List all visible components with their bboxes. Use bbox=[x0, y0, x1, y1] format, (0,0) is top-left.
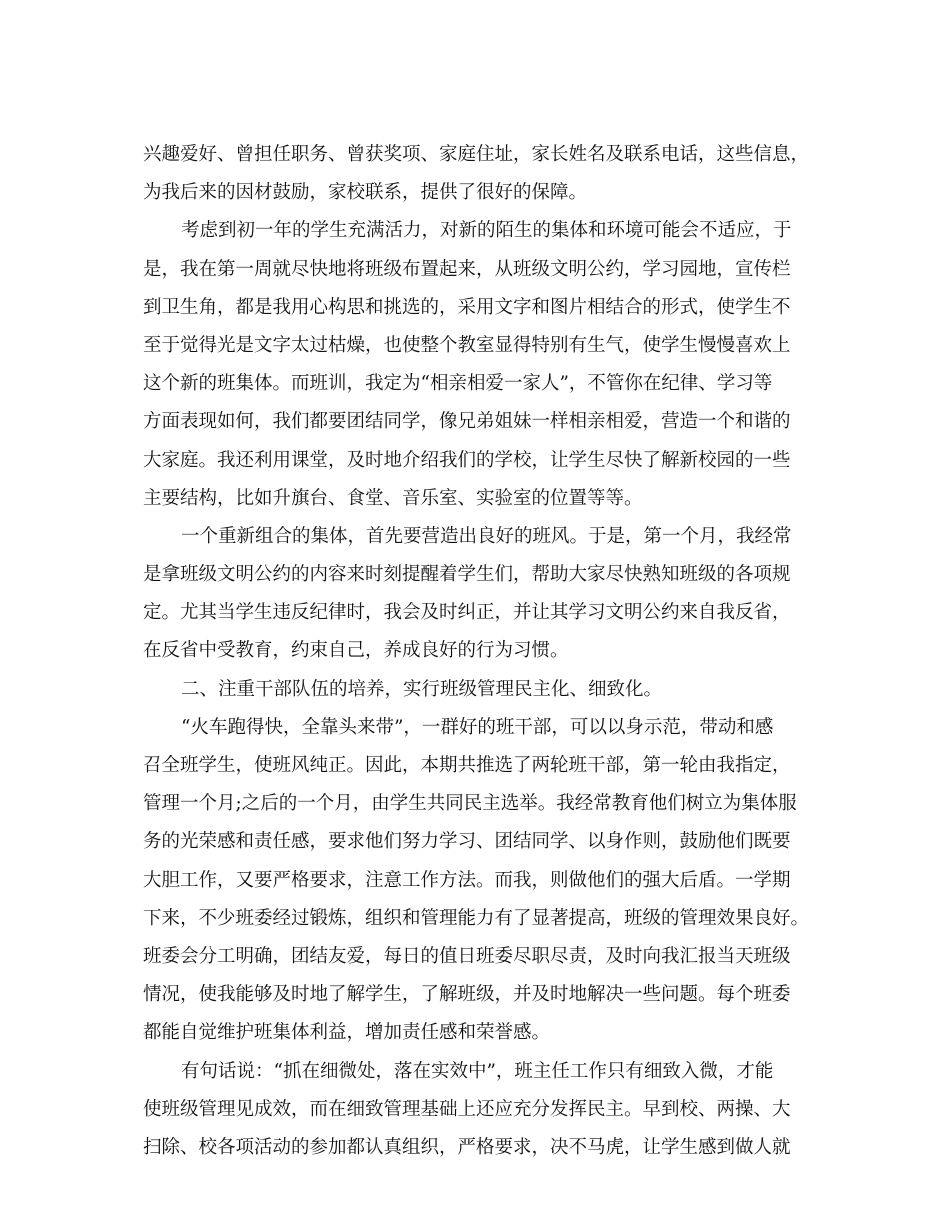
text-line: 都能自觉维护班集体利益，增加责任感和荣誉感。 bbox=[143, 1022, 551, 1044]
text-line: 在反省中受教育，约束自己，养成良好的行为习惯。 bbox=[143, 640, 569, 662]
text-line: 考虑到初一年的学生充满活力，对新的陌生的集体和环境可能会不适应，于 bbox=[181, 220, 792, 242]
text-line: 方面表现如何，我们都要团结同学，像兄弟姐妹一样相亲相爱，营造一个和谐的 bbox=[143, 411, 791, 433]
text-line: 班委会分工明确，团结友爱，每日的值日班委尽职尽责，及时向我汇报当天班级 bbox=[143, 945, 791, 967]
text-line: 是，我在第一周就尽快地将班级布置起来，从班级文明公约，学习园地，宣传栏 bbox=[143, 258, 791, 280]
text-line: 二、注重干部队伍的培养，实行班级管理民主化、细致化。 bbox=[181, 678, 663, 700]
text-line: 这个新的班集体。而班训，我定为“相亲相爱一家人”，不管你在纪律、学习等 bbox=[143, 373, 773, 395]
text-line: 至于觉得光是文字太过枯燥，也使整个教室显得特别有生气，使学生慢慢喜欢上 bbox=[143, 334, 791, 356]
text-line: 为我后来的因材鼓励，家校联系，提供了很好的保障。 bbox=[143, 182, 588, 204]
text-line: 管理一个月;之后的一个月，由学生共同民主选举。我经常教育他们树立为集体服 bbox=[143, 793, 797, 815]
text-line: 主要结构，比如升旗台、食堂、音乐室、实验室的位置等等。 bbox=[143, 487, 643, 509]
text-line: “火车跑得快，全靠头来带”，一群好的班干部，可以以身示范，带动和感 bbox=[181, 716, 774, 738]
text-line: 兴趣爱好、曾担任职务、曾获奖项、家庭住址，家长姓名及联系电话，这些信息， bbox=[143, 144, 810, 165]
text-line: 情况，使我能够及时地了解学生，了解班级，并及时地解决一些问题。每个班委 bbox=[143, 984, 791, 1006]
text-line: 扫除、校各项活动的参加都认真组织，严格要求，决不马虎，让学生感到做人就 bbox=[143, 1136, 791, 1158]
text-line: 召全班学生，使班风纯正。因此，本期共推选了两轮班干部，第一轮由我指定， bbox=[143, 755, 791, 776]
text-line: 一个重新组合的集体，首先要营造出良好的班风。于是，第一个月，我经常 bbox=[181, 525, 792, 547]
text-line: 定。尤其当学生违反纪律时，我会及时纠正，并让其学习文明公约来自我反省， bbox=[143, 602, 791, 624]
text-line: 下来，不少班委经过锻炼，组织和管理能力有了显著提高，班级的管理效果良好。 bbox=[143, 907, 810, 929]
text-line: 到卫生角，都是我用心构思和挑选的，采用文字和图片相结合的形式，使学生不 bbox=[143, 296, 791, 318]
text-line: 是拿班级文明公约的内容来时刻提醒着学生们，帮助大家尽快熟知班级的各项规 bbox=[143, 564, 791, 586]
text-line: 有句话说：“抓在细微处，落在实效中”，班主任工作只有细致入微，才能 bbox=[181, 1060, 774, 1082]
text-line: 务的光荣感和责任感，要求他们努力学习、团结同学、以身作则，鼓励他们既要 bbox=[143, 831, 791, 853]
document-body bbox=[143, 136, 815, 1167]
text-line: 大家庭。我还利用课堂，及时地介绍我们的学校，让学生尽快了解新校园的一些 bbox=[143, 449, 791, 471]
text-line: 大胆工作，又要严格要求，注意工作方法。而我，则做他们的强大后盾。一学期 bbox=[143, 869, 791, 891]
text-line: 使班级管理见成效，而在细致管理基础上还应充分发挥民主。早到校、两操、大 bbox=[143, 1098, 791, 1120]
